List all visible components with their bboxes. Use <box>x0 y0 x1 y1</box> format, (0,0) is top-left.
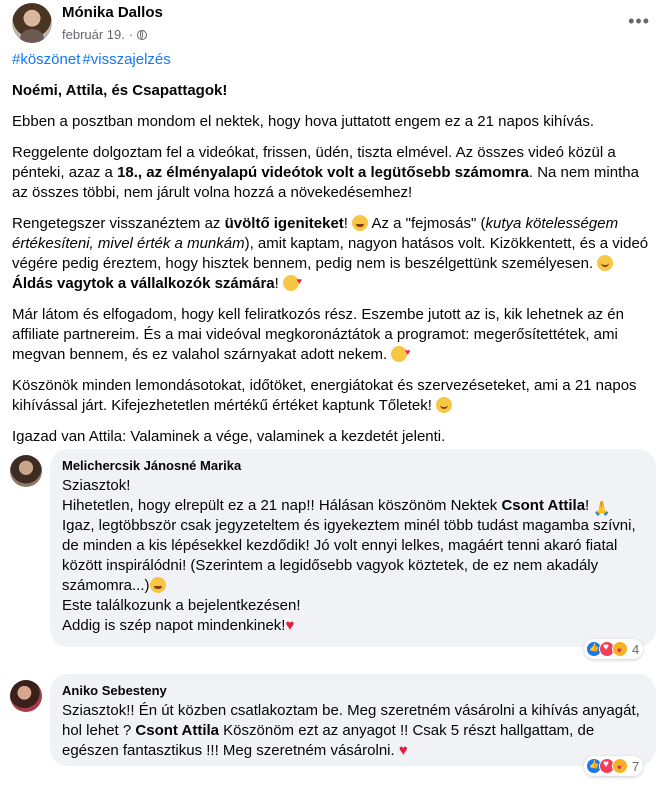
italic-text: kutya kötelességem értékesíteni, mivel érték a munkám <box>12 215 619 252</box>
hashtags <box>12 50 652 70</box>
post-paragraph: Igazad van Attila: Valaminek a vége, valaminek a kezdetét jelenti. <box>12 428 446 445</box>
post-paragraph <box>12 305 652 365</box>
smiling-hearts-emoji-icon <box>391 346 407 362</box>
meta-separator: · <box>128 27 134 42</box>
text-run: Köszönök minden lemondásotokat, időtöket, energiátokat és szervezéseteket, ami a 21 napos kihívással járt. Kifejezhetetlen mértékű értéket kaptunk Tőletek! <box>12 377 637 414</box>
post-paragraph <box>12 214 652 294</box>
author-avatar[interactable] <box>12 3 52 43</box>
comment-bubble <box>50 674 656 766</box>
care-reaction-icon <box>612 641 628 657</box>
text-run: Köszönöm ezt az anyagot !! Csak 5 részt hallgattam, de egészen fantasztikus !!! Meg szeretném vásárolni. <box>62 722 595 759</box>
text-run: Sziasztok!! Én út közben csatlakoztam be. Meg szeretném vásárolni a kihívás anyagát, hol lehet ? <box>62 702 640 739</box>
text-run: Igaz, legtöbbször csak jegyzeteltem és igyekeztem minél több tudást magamba szívni, de minden a kis lépésekkel kezdődik! Jó volt ennyi lelkes, magáért tenni akaró fiatal között inspirálódni! (Szerintem a legidősebb vagyok köztetek, de ez nem akadály számomra...) <box>62 517 636 594</box>
hashtag-link[interactable]: #visszajelzés <box>82 51 171 68</box>
red-heart-emoji-icon: ♥ <box>285 617 295 634</box>
text-run: ! <box>343 215 353 232</box>
text-run: Az a "fejmosás" ( <box>368 215 486 232</box>
red-heart-emoji-icon: ♥ <box>398 742 408 759</box>
post-body <box>12 50 652 458</box>
commenter-name[interactable]: Melichercsik Jánosné Marika <box>62 458 242 473</box>
commenter-name[interactable]: Aniko Sebesteny <box>62 683 167 698</box>
author-name[interactable]: Mónika Dallos <box>62 4 163 21</box>
comment <box>10 449 656 657</box>
text-run: Hihetetlen, hogy elrepült ez a 21 nap!! Hálásan köszönöm Nektek <box>62 497 502 514</box>
grimacing-emoji-icon <box>150 577 166 593</box>
bold-text: Áldás vagytok a vállalkozók számára <box>12 275 275 292</box>
post-date[interactable]: február 19. <box>62 27 125 42</box>
reaction-count: 4 <box>632 641 640 657</box>
bold-text: 18., az élményalapú videótok volt a legütősebb számomra <box>117 164 529 181</box>
mention-link[interactable]: Csont Attila <box>501 497 586 514</box>
mention-link[interactable]: Csont Attila <box>135 722 219 739</box>
post-paragraph <box>12 376 652 416</box>
post-heading: Noémi, Attila, és Csapattagok! <box>12 82 228 99</box>
text-run: ! <box>585 497 594 514</box>
comment <box>10 674 656 784</box>
more-horizontal-icon[interactable]: ••• <box>628 11 650 31</box>
commenter-avatar[interactable] <box>10 680 42 712</box>
globe-icon[interactable] <box>137 30 147 40</box>
text-run: Addig is szép napot mindenkinek! <box>62 617 286 634</box>
text-run: ! <box>274 275 283 292</box>
comment-text <box>62 701 644 761</box>
post-paragraph: Ebben a posztban mondom el nektek, hogy hova juttatott engem ez a 21 napos kihívás. <box>12 113 595 130</box>
comment-line <box>62 616 644 636</box>
care-reaction-icon <box>612 758 628 774</box>
text-run: ), amit kaptam, nagyon hatásos volt. Kizökkentett, és a videó végére pedig éreztem, hogy hisztek bennem, pedig nem is beszélgettünk személyesen. <box>12 235 649 272</box>
bold-text: üvöltő igeniteket <box>224 215 344 232</box>
post-meta <box>62 27 147 42</box>
comment-line <box>62 496 644 516</box>
comment-line: Este találkozunk a bejelentkezésen! <box>62 597 301 614</box>
comment-reactions[interactable] <box>584 756 643 776</box>
comment-bubble <box>50 449 656 647</box>
praying-hands-emoji-icon <box>593 498 609 514</box>
reaction-count: 7 <box>632 758 640 774</box>
smiling-emoji-icon <box>597 255 613 271</box>
comment-line: Sziasztok! <box>62 477 131 494</box>
post-header <box>12 3 652 47</box>
text-run: Már látom és elfogadom, hogy kell feliratkozós rész. Eszembe jutott az is, kik lehetnek az én affiliate partnereim. És a mai videóval megkoronáztátok a programot: megerősítettétek, ami megvan bennem, és ez valahol szárnyakat adott nekem. <box>12 306 624 363</box>
smiling-hearts-emoji-icon <box>283 275 299 291</box>
commenter-avatar[interactable] <box>10 455 42 487</box>
comment-reactions[interactable] <box>584 639 643 659</box>
post-paragraph <box>12 143 652 203</box>
hashtag-link[interactable]: #köszönet <box>12 51 81 68</box>
text-run: . Na nem mintha az összes többi, nem járult volna hozzá a növekedésemhez! <box>12 164 639 201</box>
comment-line <box>62 516 644 596</box>
comment-text <box>62 476 644 636</box>
text-run: Rengetegszer visszanéztem az <box>12 215 225 232</box>
smiling-emoji-icon <box>436 397 452 413</box>
text-run: Reggelente dolgoztam fel a videókat, frissen, üdén, tiszta elmével. Az összes videó közül a pénteki, azaz a <box>12 144 616 181</box>
grinning-emoji-icon <box>352 215 368 231</box>
